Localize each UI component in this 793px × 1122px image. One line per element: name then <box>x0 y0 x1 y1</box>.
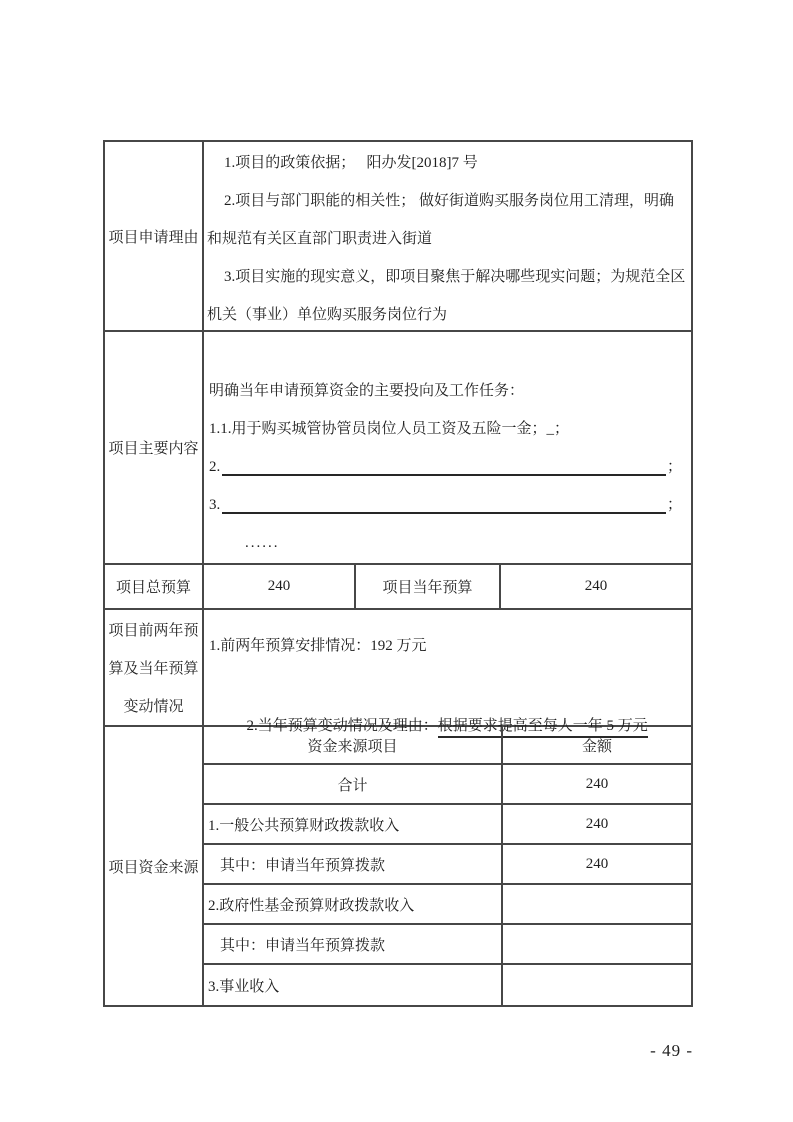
previous-budget-label <box>105 610 204 725</box>
funding-amount-current-year-appropriation-1: 240 <box>585 855 609 872</box>
reason-content <box>204 142 691 330</box>
reason-line-1: 1.项目的政策依据； 阳办发[2018]7 号 <box>224 155 478 171</box>
main-item-2-semicolon: ； <box>666 459 682 475</box>
budget-change-underlined-text: 根据要求提高至每人一年 5 万元 <box>438 718 648 738</box>
funding-item-total: 合计 <box>204 765 503 803</box>
reason-line-2: 2.项目与部门职能的相关性； 做好街道购买服务岗位用工清理，明确 <box>224 193 675 209</box>
page-number: - 49 - <box>650 1041 693 1060</box>
main-item-3-number: 3. <box>209 497 221 513</box>
main-item-3 <box>209 486 682 524</box>
funding-amount-total: 240 <box>585 775 609 792</box>
funding-amount-current-year-appropriation-2 <box>503 925 691 963</box>
funding-row-general-public <box>204 805 691 845</box>
ellipsis-line: ...... <box>245 535 280 551</box>
previous-budget-body <box>204 610 691 734</box>
row-previous-budget <box>105 610 691 734</box>
reason-line-5: 机关（事业）单位购买服务岗位行为 <box>207 307 448 323</box>
total-budget-value: 240 <box>204 565 356 608</box>
reason-label-text: 项目申请理由 <box>108 229 199 246</box>
main-item-2 <box>209 448 682 486</box>
funding-header-item: 资金来源项目 <box>204 727 503 763</box>
funding-item-current-year-appropriation-2: 其中：申请当年预算拨款 <box>204 925 503 963</box>
current-year-budget-label: 项目当年预算 <box>356 565 501 608</box>
funding-source-subtable <box>204 727 691 1005</box>
main-item-3-semicolon: ； <box>666 497 682 513</box>
funding-row-business-income <box>204 965 691 1005</box>
total-budget-label <box>105 565 204 608</box>
funding-row-government-fund <box>204 885 691 925</box>
current-year-budget-value: 240 <box>584 578 608 594</box>
previous-budget-label-line-1: 项目前两年预 <box>108 623 199 639</box>
previous-budget-line-1: 1.前两年预算安排情况：192 万元 <box>209 638 427 654</box>
reason-line-4: 3.项目实施的现实意义，即项目聚焦于解决哪些现实问题；为规范全区 <box>224 269 686 285</box>
funding-header-amount: 金额 <box>581 738 612 755</box>
previous-budget-label-line-3: 变动情况 <box>123 699 184 715</box>
main-item-2-number: 2. <box>209 459 221 475</box>
total-budget-label-text: 项目总预算 <box>115 580 191 596</box>
funding-item-general-public: 1.一般公共预算财政拨款收入 <box>204 805 503 843</box>
funding-item-government-fund: 2.政府性基金预算财政拨款收入 <box>204 885 503 923</box>
main-content-label-text: 项目主要内容 <box>108 441 199 457</box>
funding-item-current-year-appropriation-1: 其中：申请当年预算拨款 <box>204 845 503 883</box>
row-funding-source <box>105 727 691 1005</box>
budget-change-prefix: 2.当年预算变动情况及理由： <box>246 718 438 734</box>
funding-amount-business-income <box>503 965 691 1005</box>
reason-label <box>105 142 204 330</box>
main-item-1: 1.1.用于购买城管协管员岗位人员工资及五险一金；_； <box>209 421 570 437</box>
funding-amount-government-fund <box>503 885 691 923</box>
funding-item-business-income: 3.事业收入 <box>204 965 503 1005</box>
funding-row-current-year-appropriation-2 <box>204 925 691 965</box>
previous-budget-label-line-2: 算及当年预算 <box>108 661 199 677</box>
row-budget-totals <box>105 565 691 610</box>
row-main-content <box>105 332 691 565</box>
funding-row-total <box>204 765 691 805</box>
funding-row-current-year-appropriation-1 <box>204 845 691 885</box>
project-budget-table <box>103 140 693 1007</box>
main-content-body <box>204 332 691 563</box>
funding-header-row <box>204 727 691 765</box>
funding-source-label-text: 项目资金来源 <box>108 859 199 876</box>
blank-rule-line <box>222 486 666 514</box>
blank-rule-line <box>222 448 666 476</box>
row-application-reason <box>105 142 691 332</box>
main-content-label <box>105 332 204 563</box>
main-intro-line: 明确当年申请预算资金的主要投向及工作任务： <box>209 383 525 399</box>
funding-amount-general-public: 240 <box>585 815 609 832</box>
reason-line-3: 和规范有关区直部门职责进入街道 <box>207 231 433 247</box>
funding-source-label <box>105 727 204 1005</box>
